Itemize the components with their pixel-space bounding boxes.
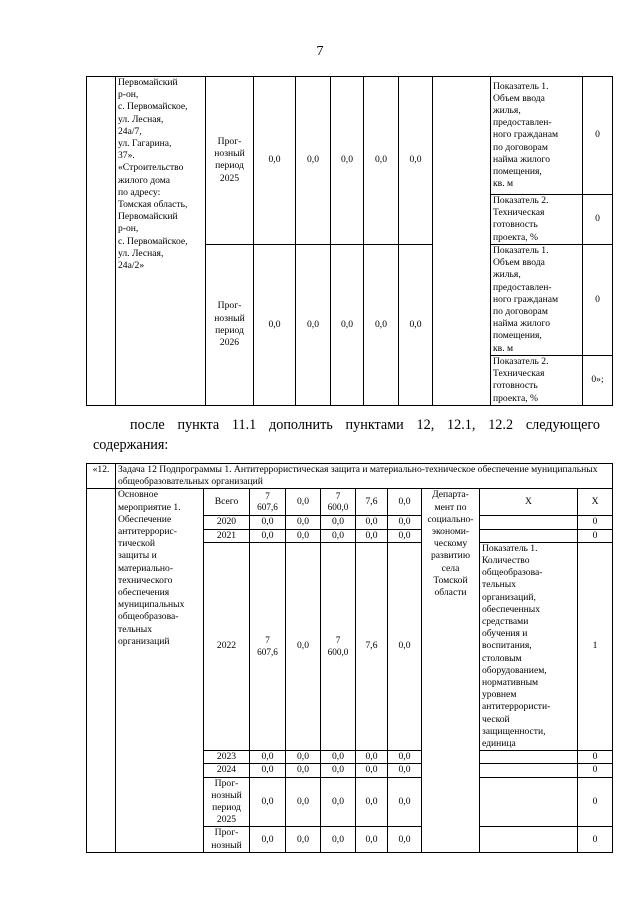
value-cell: 0,0	[388, 764, 422, 777]
value-cell: 0,0	[296, 77, 331, 245]
value-cell: 0,0	[388, 529, 422, 542]
value-cell: 0,0	[250, 777, 286, 827]
housing-program-table	[86, 76, 613, 406]
value-cell: 7 600,0	[321, 489, 356, 516]
value-cell: 0,0	[388, 827, 422, 852]
value-cell: 0,0	[399, 244, 433, 405]
row-number-cell	[87, 77, 116, 406]
executor-cell	[433, 77, 491, 406]
period-forecast-2026: Прог- нозный	[204, 827, 250, 852]
value-cell: 0,0	[254, 77, 296, 245]
paragraph-line-1: после пункта 11.1 дополнить пунктами 12, 12.1, 12.2 следующего	[130, 417, 600, 433]
value-cell: 0,0	[388, 777, 422, 827]
value-cell: 0,0	[321, 777, 356, 827]
value-cell: 7 600,0	[321, 542, 356, 750]
indicator-value: 0	[583, 244, 613, 355]
period-2021: 2021	[204, 529, 250, 542]
value-cell: 0,0	[286, 516, 321, 529]
value-cell: 0,0	[286, 542, 321, 750]
value-cell: 0,0	[388, 489, 422, 516]
value-cell: 0,0	[331, 244, 364, 405]
task-title: Задача 12 Подпрограммы 1. Антитеррористическая защита и материально-техническое обеспечение муниципальных общеобразовательных организаций	[116, 464, 613, 489]
period-2023: 2023	[204, 751, 250, 764]
value-cell: 0,0	[356, 751, 388, 764]
period-2022: 2022	[204, 542, 250, 750]
value-cell: 0,0	[321, 516, 356, 529]
period-2020: 2020	[204, 516, 250, 529]
indicator-x: Х	[480, 489, 578, 516]
value-cell: 0,0	[250, 764, 286, 777]
amendment-paragraph	[93, 415, 600, 455]
value-cell: 0,0	[356, 777, 388, 827]
antiterror-task-table	[86, 463, 613, 853]
period-label-2025: Прог- нозный период 2025	[206, 77, 254, 245]
indicator-text	[480, 764, 578, 777]
executor-department: Департа- мент по социально- экономи- ческому развитию села Томской области	[422, 489, 480, 852]
value-cell: 0,0	[388, 751, 422, 764]
value-cell: 0,0	[250, 827, 286, 852]
indicator-value: 0	[578, 777, 613, 827]
value-cell: 0,0	[286, 529, 321, 542]
object-description: Первомайский р-он, с. Первомайское, ул. Лесная, 24а/7, ул. Гагарина, 37». «Строительство жилого дома по адресу: Томская область, Первомайский р-он, с. Первомайское, ул. Лесная, 24а/2»	[116, 77, 206, 406]
indicator-value: 0»;	[583, 355, 613, 405]
value-cell: 0,0	[286, 764, 321, 777]
indicator-text: Показатель 1. Количество общеобразова- тельных организаций, обеспеченных средствами обучения и воспитания, столовым оборудованием, нормативным уровнем антитеррористи- ческой защищенности, единица	[480, 542, 578, 750]
indicator-value: 0	[583, 195, 613, 245]
value-cell: 0,0	[296, 244, 331, 405]
task-number: «12.	[87, 464, 116, 489]
indicator-text	[480, 777, 578, 827]
period-forecast-2025: Прог- нозный период 2025	[204, 777, 250, 827]
value-cell: 0,0	[286, 751, 321, 764]
period-total: Всего	[204, 489, 250, 516]
indicator-text: Показатель 2. Техническая готовность проекта, %	[491, 195, 583, 245]
row-number-cell	[87, 489, 116, 852]
value-cell: 0,0	[250, 751, 286, 764]
value-cell: 0,0	[321, 827, 356, 852]
value-cell: 0,0	[388, 516, 422, 529]
value-cell: 7 607,6	[250, 542, 286, 750]
value-cell: 7,6	[356, 489, 388, 516]
indicator-value: 0	[578, 764, 613, 777]
indicator-text	[480, 751, 578, 764]
value-cell: 7 607,6	[250, 489, 286, 516]
value-cell: 0,0	[356, 529, 388, 542]
value-cell: 0,0	[388, 542, 422, 750]
value-cell: 0,0	[250, 516, 286, 529]
value-cell: 0,0	[286, 777, 321, 827]
indicator-text: Показатель 2. Техническая готовность проекта, %	[491, 355, 583, 405]
indicator-value: 0	[578, 529, 613, 542]
value-cell: 0,0	[364, 77, 399, 245]
value-cell: 0,0	[286, 827, 321, 852]
value-cell: 0,0	[399, 77, 433, 245]
activity-description: Основное мероприятие 1. Обеспечение антитеррорис- тической защиты и материально- технического обеспечения муниципальных общеобразова- тельных организаций	[116, 489, 204, 852]
value-cell: 0,0	[286, 489, 321, 516]
indicator-value: 0	[583, 77, 613, 195]
value-cell: 0,0	[331, 77, 364, 245]
period-2024: 2024	[204, 764, 250, 777]
value-cell: 0,0	[321, 751, 356, 764]
value-cell: 0,0	[321, 529, 356, 542]
value-cell: 0,0	[356, 764, 388, 777]
indicator-text: Показатель 1. Объем ввода жилья, предоставлен- ного гражданам по договорам найма жилого помещения, кв. м	[491, 244, 583, 355]
indicator-value: 0	[578, 516, 613, 529]
indicator-value: 0	[578, 751, 613, 764]
value-cell: 7,6	[356, 542, 388, 750]
value-cell: 0,0	[356, 516, 388, 529]
period-label-2026: Прог- нозный период 2026	[206, 244, 254, 405]
value-cell: 0,0	[321, 764, 356, 777]
indicator-value: 0	[578, 827, 613, 852]
value-cell: 0,0	[250, 529, 286, 542]
indicator-value-x: Х	[578, 489, 613, 516]
paragraph-line-2: содержания:	[93, 437, 169, 453]
value-cell: 0,0	[364, 244, 399, 405]
value-cell: 0,0	[356, 827, 388, 852]
indicator-value: 1	[578, 542, 613, 750]
indicator-text	[480, 529, 578, 542]
indicator-text: Показатель 1. Объем ввода жилья, предоставлен- ного гражданам по договорам найма жилого помещения, кв. м	[491, 77, 583, 195]
value-cell: 0,0	[254, 244, 296, 405]
page-number: 7	[316, 44, 324, 59]
indicator-text	[480, 516, 578, 529]
indicator-text	[480, 827, 578, 852]
